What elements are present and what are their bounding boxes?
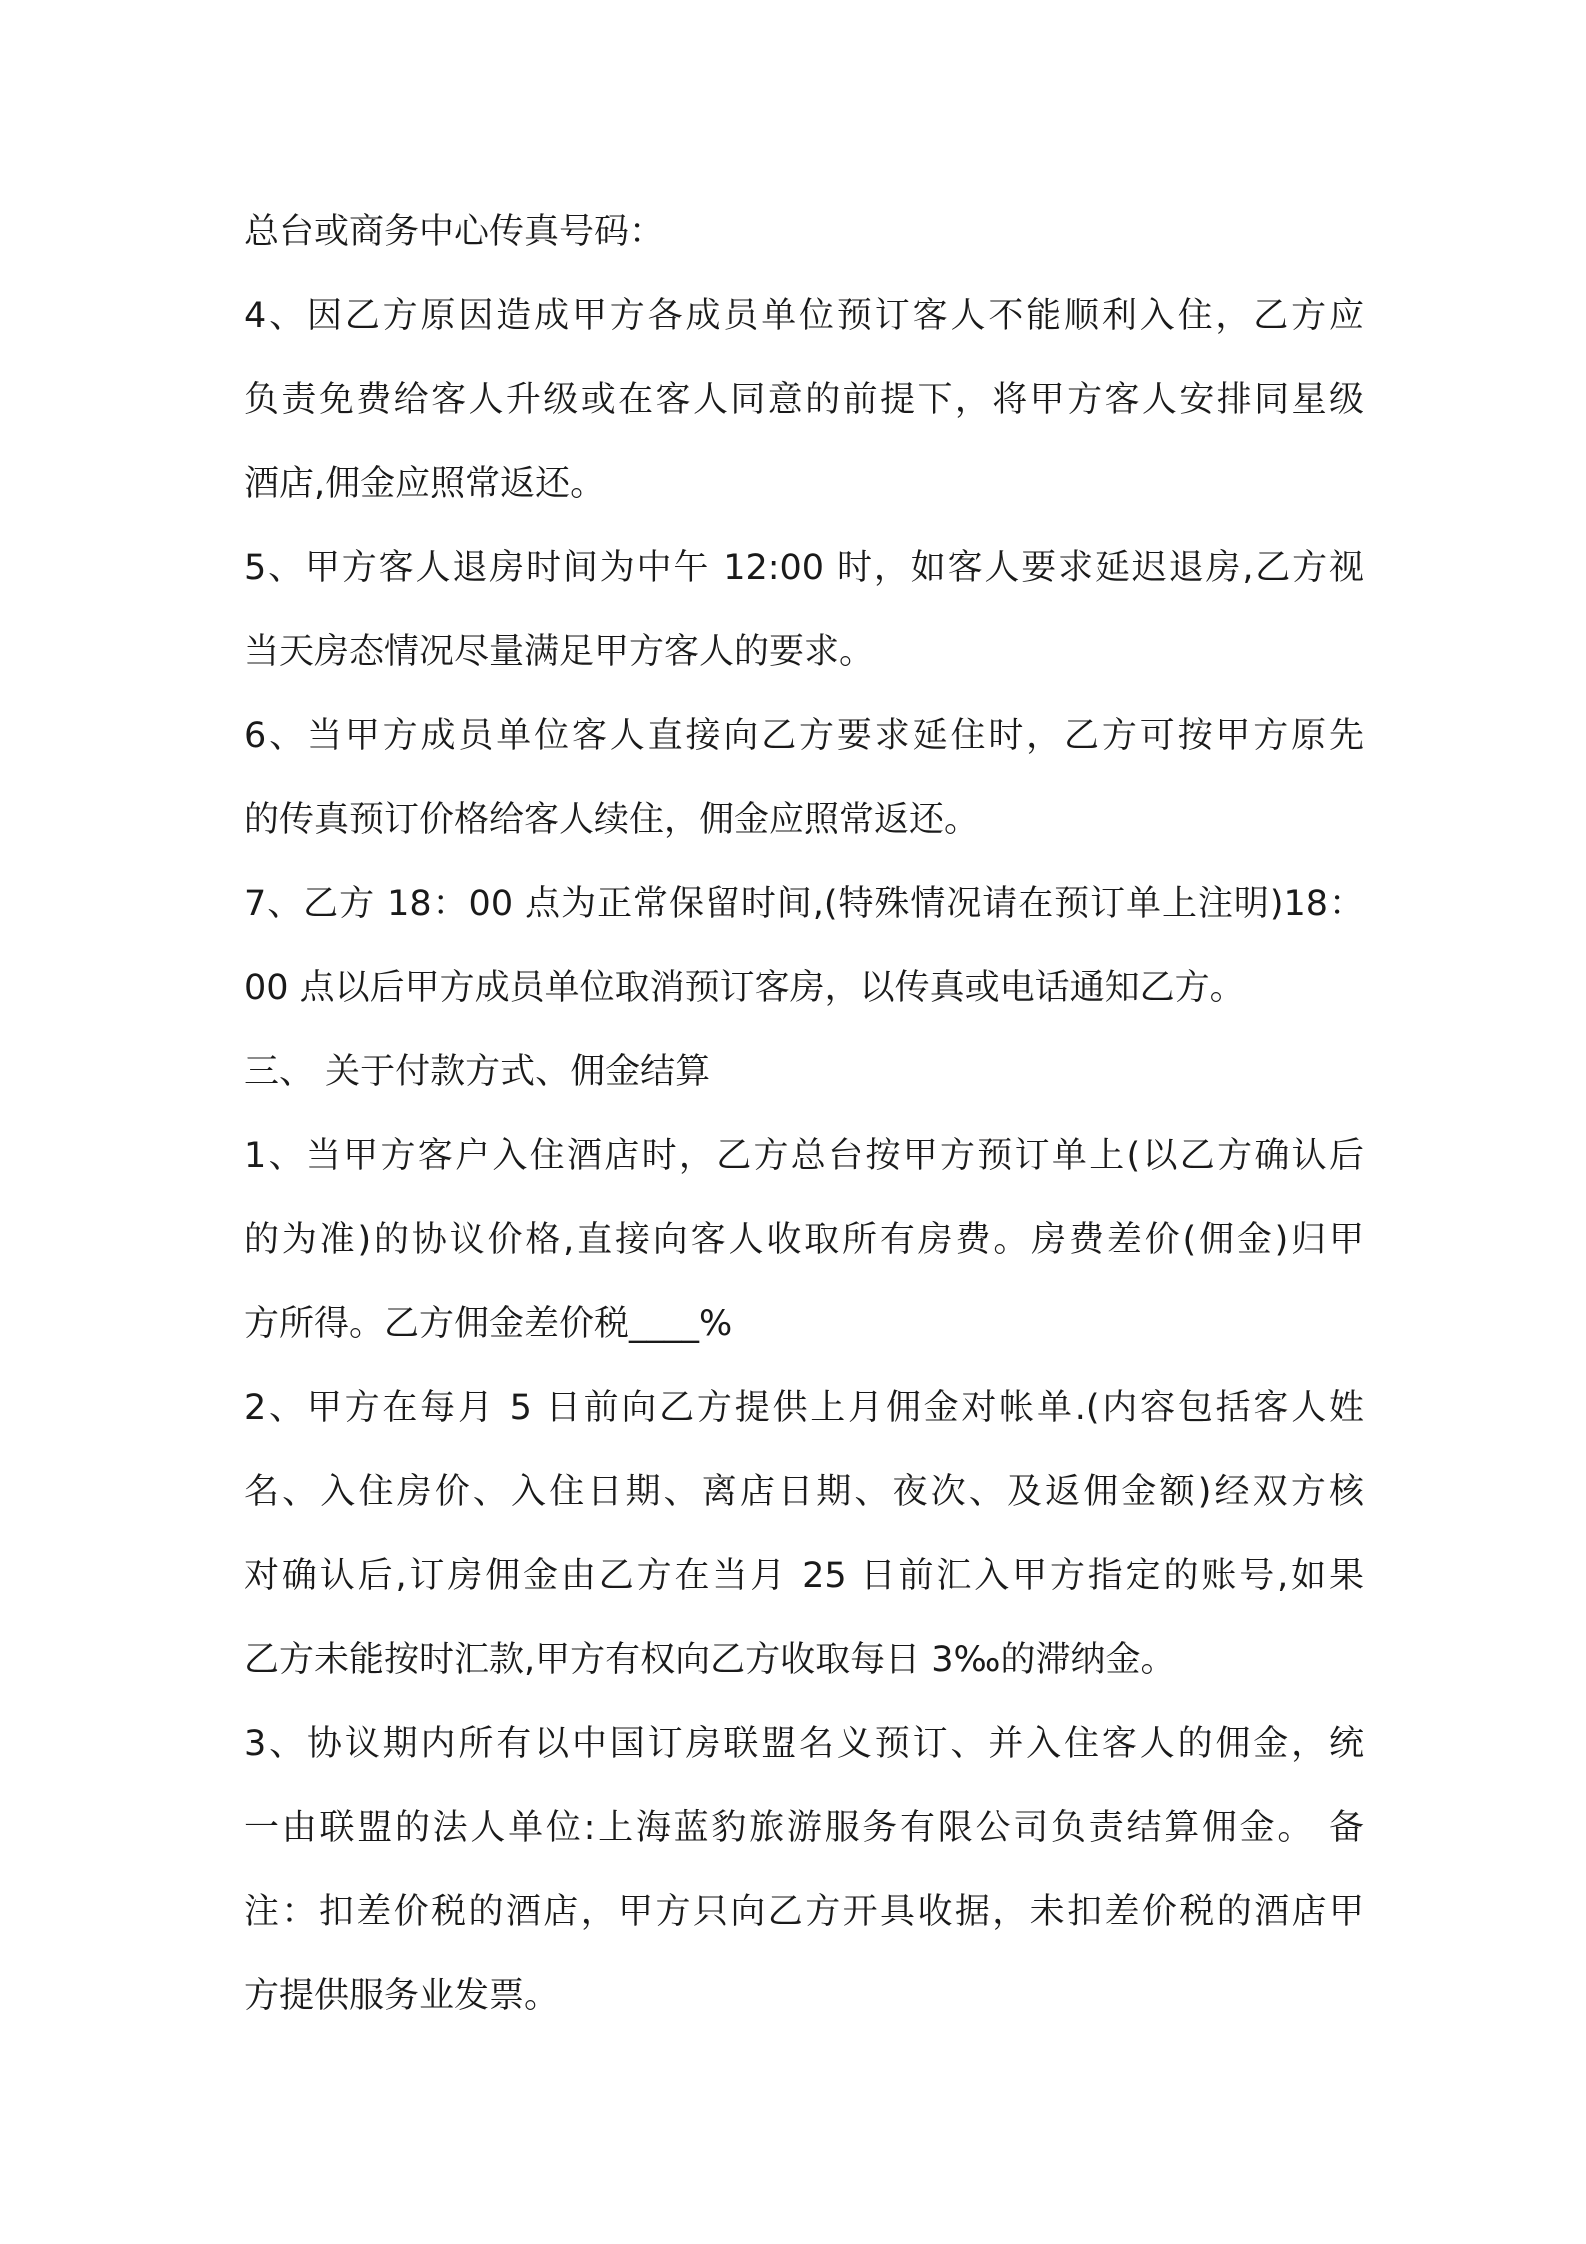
text-line: 6、当甲方成员单位客人直接向乙方要求延住时，乙方可按甲方原先 [244,716,1364,756]
text-line: 一由联盟的法人单位:上海蓝豹旅游服务有限公司负责结算佣金。 备 [244,1808,1364,1848]
text-line: 方提供服务业发票。 [244,1976,560,2016]
text-line: 的传真预订价格给客人续住，佣金应照常返还。 [244,800,980,840]
text-line: 2、甲方在每月 5 日前向乙方提供上月佣金对帐单.(内容包括客人姓 [244,1388,1364,1428]
text-line: 酒店,佣金应照常返还。 [244,464,606,504]
text-line: 负责免费给客人升级或在客人同意的前提下，将甲方客人安排同星级 [244,380,1364,420]
document-body [244,190,1364,2038]
text-line: 总台或商务中心传真号码： [244,212,665,252]
text-line: 3、协议期内所有以中国订房联盟名义预订、并入住客人的佣金，统 [244,1724,1364,1764]
text-line: 5、甲方客人退房时间为中午 12:00 时，如客人要求延迟退房,乙方视 [244,548,1364,588]
text-line: 当天房态情况尽量满足甲方客人的要求。 [244,632,875,672]
text-line: 对确认后,订房佣金由乙方在当月 25 日前汇入甲方指定的账号,如果 [244,1556,1364,1596]
text-line: 4、因乙方原因造成甲方各成员单位预订客人不能顺利入住，乙方应 [244,296,1364,336]
text-line: 乙方未能按时汇款,甲方有权向乙方收取每日 3‰的滞纳金。 [244,1640,1176,1680]
text-line: 1、当甲方客户入住酒店时，乙方总台按甲方预订单上(以乙方确认后 [244,1136,1364,1176]
text-line: 的为准)的协议价格,直接向客人收取所有房费。房费差价(佣金)归甲 [244,1220,1364,1260]
text-line: 00 点以后甲方成员单位取消预订客房，以传真或电话通知乙方。 [244,968,1245,1008]
text-line: 7、乙方 18：00 点为正常保留时间,(特殊情况请在预订单上注明)18： [244,884,1364,924]
text-line: 名、入住房价、入住日期、离店日期、夜次、及返佣金额)经双方核 [244,1472,1364,1512]
text-line: 注：扣差价税的酒店，甲方只向乙方开具收据，未扣差价税的酒店甲 [244,1892,1364,1932]
text-line: 方所得。乙方佣金差价税____% [244,1304,733,1344]
section-heading: 三、 关于付款方式、佣金结算 [244,1052,711,1092]
